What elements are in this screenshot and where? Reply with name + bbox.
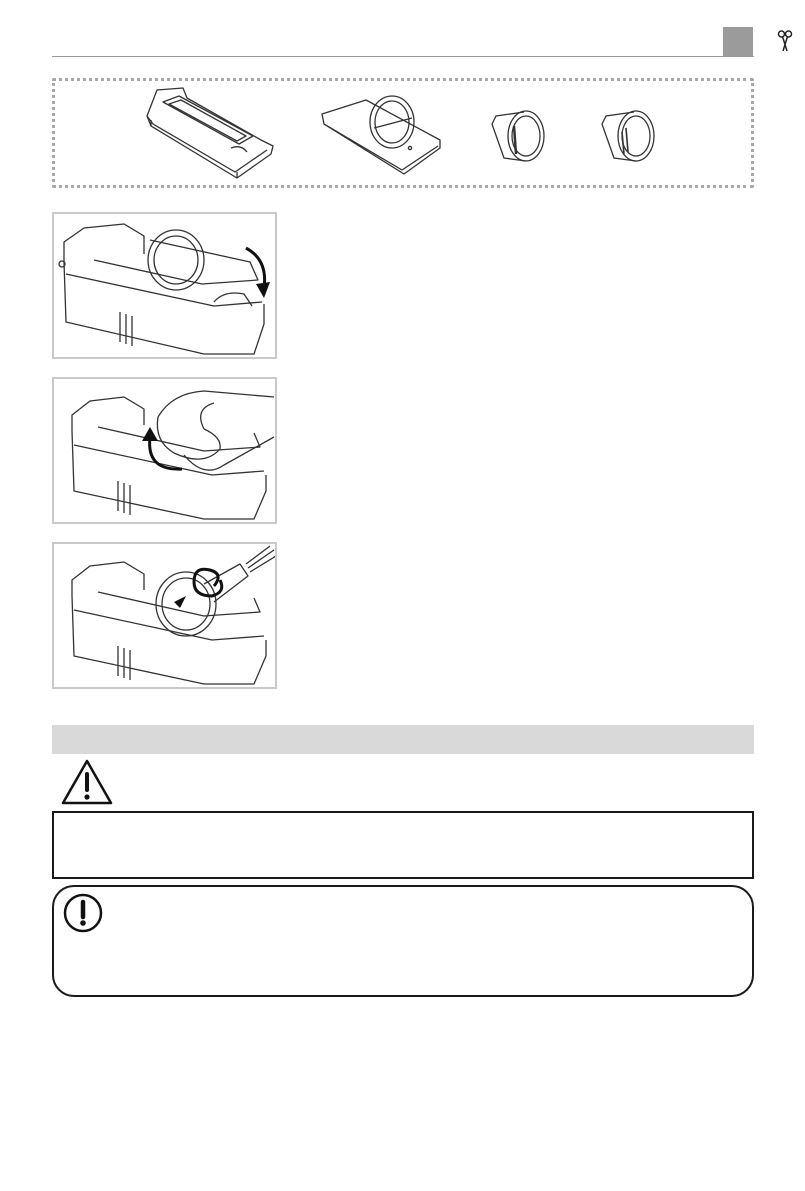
notice-box xyxy=(52,885,754,997)
page-tab-marker xyxy=(723,27,753,57)
step-3-illustration xyxy=(52,542,277,689)
accessory-slicer-insert-b xyxy=(318,88,446,180)
accessory-spiral-cone-b xyxy=(600,108,658,168)
step-1-illustration xyxy=(52,212,277,359)
exclamation-circle-icon xyxy=(62,892,104,934)
accessory-slicer-insert-a xyxy=(143,86,275,182)
step-2-illustration xyxy=(52,377,277,524)
warning-triangle-icon xyxy=(61,758,113,806)
warning-box xyxy=(52,811,754,879)
section-heading-bar xyxy=(52,725,754,754)
header-rule xyxy=(52,56,754,57)
scissors-icon xyxy=(777,30,793,50)
accessory-spiral-cone-a xyxy=(490,108,548,168)
